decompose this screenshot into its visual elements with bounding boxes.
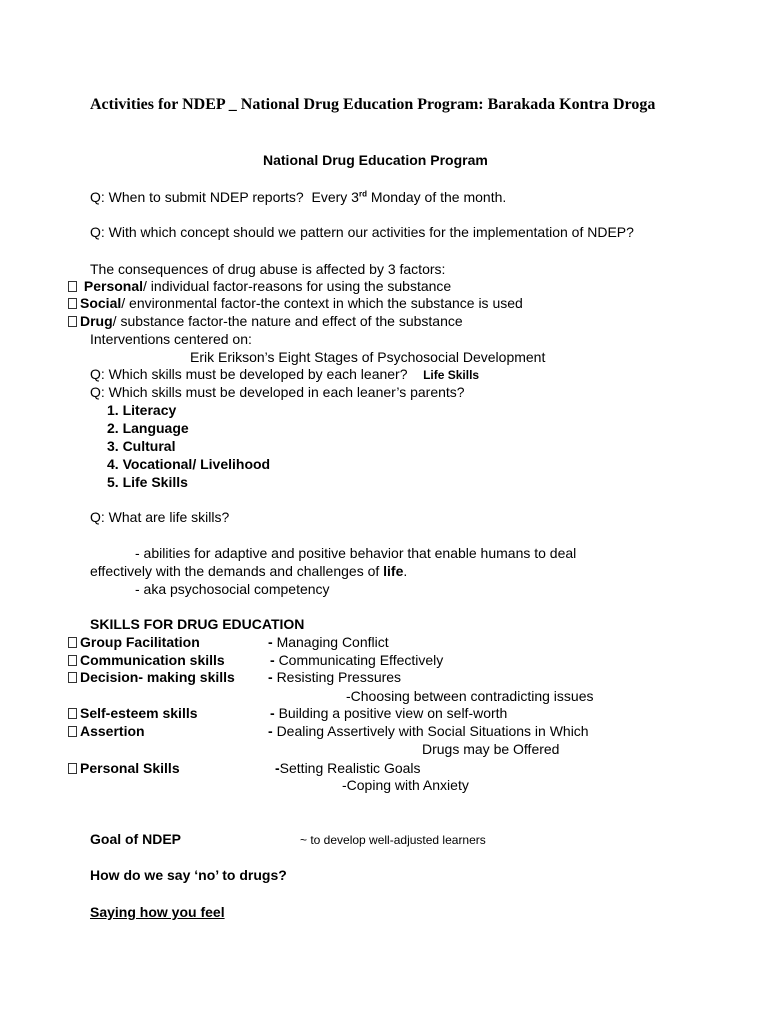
definition-line-1: - abilities for adaptive and positive behavior that enable humans to deal (135, 545, 577, 561)
definition-line-3: - aka psychosocial competency (135, 581, 330, 597)
interventions-label: Interventions centered on: (90, 331, 252, 347)
skill-name: Self-esteem skills (68, 704, 198, 722)
skill-desc: -Setting Realistic Goals (275, 760, 421, 776)
skill-desc-extra: Drugs may be Offered (422, 741, 560, 757)
skill-desc: - Communicating Effectively (270, 652, 444, 668)
bullet-box-icon (68, 637, 77, 648)
skill-name: Group Facilitation (68, 633, 200, 651)
question-4: Q: Which skills must be developed in each leaner’s parents? (90, 384, 465, 400)
skill-desc: - Dealing Assertively with Social Situations in Which (268, 723, 589, 739)
factors-intro: The consequences of drug abuse is affected by 3 factors: (90, 261, 446, 277)
parent-skill-item: 5. Life Skills (107, 474, 188, 490)
question-3-answer: Life Skills (423, 368, 480, 382)
parent-skill-item: 3. Cultural (107, 438, 176, 454)
bullet-box-icon (68, 316, 77, 327)
factor-item: Social/ environmental factor-the context in which the substance is used (68, 294, 523, 312)
question-1 (90, 188, 506, 206)
bullet-box-icon (68, 655, 77, 666)
goal-label: Goal of NDEP (90, 831, 182, 847)
parent-skill-item: 1. Literacy (107, 402, 177, 418)
goal-text: ~ to develop well-adjusted learners (300, 833, 486, 847)
question-6: How do we say ‘no’ to drugs? (90, 867, 287, 883)
question-1-text: Q: When to submit NDEP reports? (90, 189, 304, 205)
bullet-box-icon (68, 281, 77, 292)
bullet-box-icon (68, 298, 77, 309)
section-heading: National Drug Education Program (263, 152, 488, 168)
skill-name: Assertion (68, 722, 145, 740)
question-2: Q: With which concept should we pattern our activities for the implementation of NDEP? (90, 224, 634, 240)
skill-desc: - Managing Conflict (268, 634, 389, 650)
bullet-box-icon (68, 763, 77, 774)
question-5: Q: What are life skills? (90, 509, 230, 525)
bullet-box-icon (68, 708, 77, 719)
bullet-box-icon (68, 672, 77, 683)
factor-item: Personal/ individual factor-reasons for using the substance (68, 277, 451, 295)
skill-name: Personal Skills (68, 759, 180, 777)
document-title: Activities for NDEP _ National Drug Education Program: Barakada Kontra Droga (90, 96, 656, 113)
skill-desc-extra: -Coping with Anxiety (342, 777, 469, 793)
bullet-box-icon (68, 726, 77, 737)
skill-desc-extra: -Choosing between contradicting issues (346, 688, 594, 704)
question-3: Q: Which skills must be developed by each leaner? Life Skills (90, 366, 480, 382)
erikson-line: Erik Erikson’s Eight Stages of Psychosocial Development (190, 349, 546, 365)
parent-skill-item: 2. Language (107, 420, 189, 436)
question-1-answer: Every 3rd Monday of the month. (311, 189, 507, 205)
skill-name: Decision- making skills (68, 668, 235, 686)
factor-item: Drug/ substance factor-the nature and effect of the substance (68, 312, 463, 330)
definition-line-2: effectively with the demands and challenges of life. (90, 563, 408, 579)
skill-desc: - Building a positive view on self-worth (270, 705, 508, 721)
skills-heading: SKILLS FOR DRUG EDUCATION (90, 616, 305, 632)
skill-desc: - Resisting Pressures (268, 669, 402, 685)
skill-name: Communication skills (68, 651, 225, 669)
saying-heading: Saying how you feel (90, 904, 225, 920)
parent-skill-item: 4. Vocational/ Livelihood (107, 456, 271, 472)
